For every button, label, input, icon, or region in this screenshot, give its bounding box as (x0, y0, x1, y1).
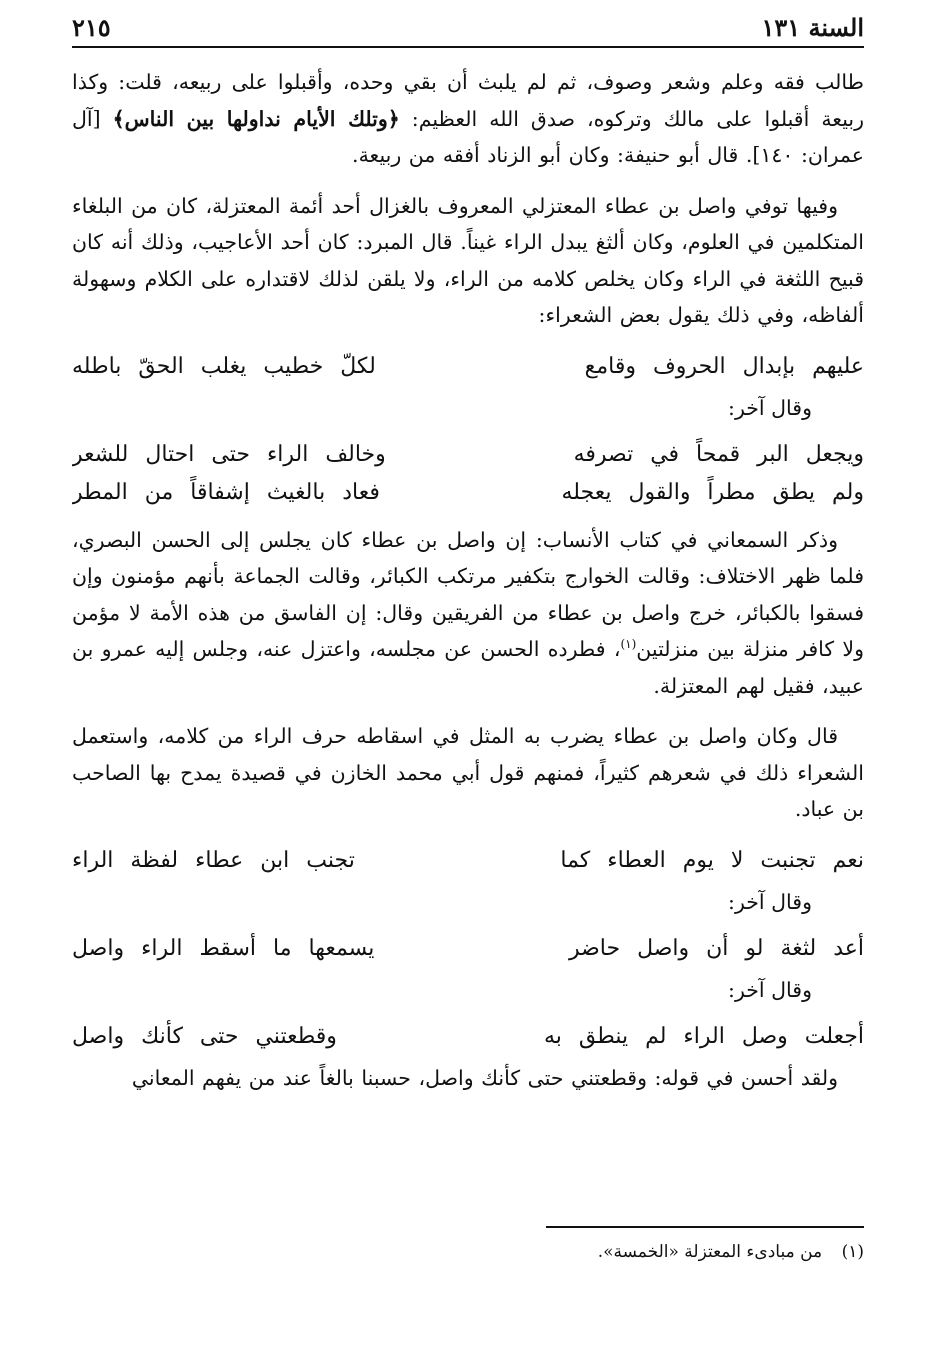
verse-line (72, 348, 864, 386)
verse-second-hemistich: لكلّ خطيب يغلب الحقّ باطله (72, 353, 376, 379)
paragraph-4: قال وكان واصل بن عطاء يضرب به المثل في اسقاطه حرف الراء من كلامه، واستعمل الشعراء ذلك في شعرهم كثيراً، فمنهم قول أبي محمد الخازن في قصيدة يمدح بها الصاحب بن عباد. (72, 724, 864, 821)
verse-second-hemistich: وخالف الراء حتى احتال للشعر (72, 441, 386, 467)
verse-line (72, 1018, 864, 1056)
verse-line (72, 930, 864, 968)
paragraph-3 (72, 522, 864, 705)
footnote (72, 1238, 864, 1266)
verse-first-hemistich: أجعلت وصل الراء لم ينطق به (544, 1023, 864, 1049)
paragraph-1-text-b: [آل عمران: ١٤٠]. قال أبو حنيفة: وكان أبو الزناد أفقه من ربيعة. (72, 106, 864, 167)
verse-first-hemistich: نعم تجنبت لا يوم العطاء كما (560, 847, 864, 873)
paragraph-2: وفيها توفي واصل بن عطاء المعتزلي المعروف بالغزال أحد أئمة المعتزلة، كان من البلغاء المتكلمين في العلوم، وكان ألثغ يبدل الراء غيناً. قال المبرد: كان أحد الأعاجيب، وذلك أنه كان قبيح اللثغة في الراء وكان يخلص كلامه من الراء، ولا يلقن لذلك لاقتداره على الكلام وسهولة ألفاظه، وفي ذلك يقول بعض الشعراء: (72, 193, 864, 327)
verse-line (72, 474, 864, 512)
verse-first-hemistich: عليهم بإبدال الحروف وقامع (584, 353, 864, 379)
poem-3 (72, 842, 864, 880)
page-header (72, 14, 864, 48)
verse-first-hemistich: أعد لثغة لو أن واصل حاضر (568, 935, 864, 961)
poem-5 (72, 1018, 864, 1056)
footnote-divider (546, 1226, 864, 1228)
verse-line (72, 436, 864, 474)
paragraph-1-text-a: طالب فقه وعلم وشعر وصوف، ثم لم يلبث أن بقي وحده، وأقبلوا على ربيعه، قلت: وكذا ربيعة أقبلوا على مالك وتركوه، صدق الله العظيم: (72, 70, 864, 131)
paragraph-3-text-a: وذكر السمعاني في كتاب الأنساب: إن واصل بن عطاء كان يجلس إلى الحسن البصري، فلما ظهر الاختلاف: وقالت الخوارج بتكفير مرتكب الكبائر، وقالت الجماعة بأنهم مؤمنون وإن فسقوا بالكبائر، خرج واصل بن عطاء من الفريقين وقال: إن الفاسق من هذه الأمة لا مؤمن ولا كافر منزلة بين منزلتين (72, 527, 865, 661)
verse-first-hemistich: ويجعل البر قمحاً في تصرفه (573, 441, 864, 467)
verse-second-hemistich: يسمعها ما أسقط الراء واصل (72, 935, 375, 961)
footnote-number: (١) (841, 1242, 864, 1262)
paragraph-1 (72, 64, 864, 174)
said-another-label: وقال آخر: (728, 977, 812, 1002)
verse-line (72, 842, 864, 880)
paragraph-5: ولقد أحسن في قوله: وقطعتني حتى كأنك واصل، حسبنا بالغاً عند من يفهم المعاني (131, 1065, 838, 1090)
page-number: ٢١٥ (72, 13, 111, 42)
paragraph-3-text-b: ، فطرده الحسن عن مجلسه، واعتزل عنه، وجلس إليه عمرو بن عبيد، فقيل لهم المعتزلة. (72, 637, 864, 698)
verse-second-hemistich: فعاد بالغيث إشفاقاً من المطر (72, 479, 380, 505)
running-title: السنة ١٣١ (761, 13, 864, 42)
footnote-reference: (١) (620, 637, 637, 652)
said-another-label: وقال آخر: (728, 889, 812, 914)
verse-second-hemistich: وقطعتني حتى كأنك واصل (72, 1023, 337, 1049)
poem-4 (72, 930, 864, 968)
verse-second-hemistich: تجنب ابن عطاء لفظة الراء (72, 847, 355, 873)
verse-first-hemistich: ولم يطق مطراً والقول يعجله (561, 479, 864, 505)
footnote-text: من مبادىء المعتزلة «الخمسة». (597, 1242, 823, 1262)
poem-2 (72, 436, 864, 512)
said-another-label: وقال آخر: (728, 395, 812, 420)
poem-1 (72, 348, 864, 386)
page-body (72, 64, 864, 1110)
quran-verse: ﴿وتلك الأيام نداولها بين الناس﴾ (112, 106, 400, 131)
